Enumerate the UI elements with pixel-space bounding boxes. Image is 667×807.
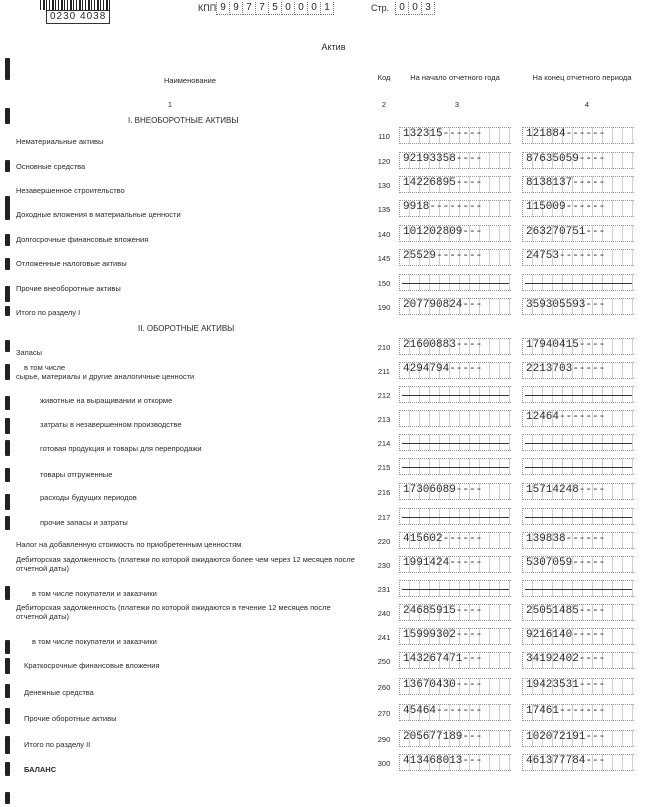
col-end-header: На конец отчетного периода bbox=[532, 73, 632, 82]
kpp-digit: 7 bbox=[243, 2, 256, 15]
scan-mark bbox=[5, 364, 10, 380]
row-211-label: сырье, материалы и другие аналогичные ценности bbox=[16, 372, 195, 381]
row-216-label: расходы будущих периодов bbox=[40, 493, 137, 502]
page-digit: 0 bbox=[395, 2, 409, 15]
row-215-label: товары отгруженные bbox=[40, 470, 113, 479]
row-250-start-value: 143267471--- bbox=[399, 652, 511, 669]
row-150-code: 150 bbox=[377, 279, 391, 288]
row-210-label: Запасы bbox=[16, 348, 43, 357]
page-cells bbox=[395, 2, 435, 15]
scan-mark bbox=[5, 494, 10, 510]
row-150-start-value bbox=[399, 274, 511, 291]
scan-mark bbox=[5, 58, 10, 80]
row-212-start-value bbox=[399, 386, 511, 403]
scan-mark bbox=[5, 440, 10, 456]
row-290-start-value: 205677189--- bbox=[399, 730, 511, 747]
kpp-cells bbox=[216, 2, 334, 15]
row-220-label: Налог на добавленную стоимость по приобретенным ценностям bbox=[16, 540, 242, 549]
row-231-label: в том числе покупатели и заказчики bbox=[32, 589, 157, 598]
row-260-start-value: 13670430---- bbox=[399, 678, 511, 695]
row-214-start-value bbox=[399, 434, 511, 451]
row-241-code: 241 bbox=[377, 633, 391, 642]
row-250-label: Краткосрочные финансовые вложения bbox=[24, 661, 160, 670]
scan-mark bbox=[5, 286, 10, 302]
row-120-end-value: 87635059---- bbox=[522, 152, 634, 169]
row-241-end-value: 9216140----- bbox=[522, 628, 634, 645]
col-code-number: 2 bbox=[381, 100, 387, 109]
row-216-code: 216 bbox=[377, 488, 391, 497]
row-270-code: 270 bbox=[377, 709, 391, 718]
row-216-end-value: 15714248---- bbox=[522, 483, 634, 500]
kpp-digit: 5 bbox=[269, 2, 282, 15]
row-140-start-value: 101202809--- bbox=[399, 225, 511, 242]
section-1-title: I. ВНЕОБОРОТНЫЕ АКТИВЫ bbox=[128, 116, 239, 125]
kpp-label: КПП bbox=[198, 3, 217, 13]
col-code-header: Код bbox=[377, 73, 391, 82]
row-130-label: Незавершенное строительство bbox=[16, 186, 125, 195]
section-2-title: II. ОБОРОТНЫЕ АКТИВЫ bbox=[138, 324, 235, 333]
kpp-digit: 1 bbox=[321, 2, 334, 15]
row-300-code: 300 bbox=[377, 759, 391, 768]
row-220-start-value: 415602------ bbox=[399, 532, 511, 549]
row-120-code: 120 bbox=[377, 157, 391, 166]
row-140-end-value: 263270751--- bbox=[522, 225, 634, 242]
row-145-start-value: 25529------- bbox=[399, 249, 511, 266]
row-270-label: Прочие оборотные активы bbox=[24, 714, 117, 723]
row-217-start-value bbox=[399, 508, 511, 525]
row-110-code: 110 bbox=[378, 132, 390, 141]
scan-mark bbox=[5, 516, 10, 530]
scan-mark bbox=[5, 586, 10, 600]
row-231-code: 231 bbox=[377, 585, 391, 594]
row-212-code: 212 bbox=[377, 391, 391, 400]
row-190-end-value: 359305593--- bbox=[522, 298, 634, 315]
row-300-start-value: 413468013--- bbox=[399, 754, 511, 771]
row-217-code: 217 bbox=[377, 513, 391, 522]
scan-mark bbox=[5, 708, 10, 724]
row-250-code: 250 bbox=[377, 657, 391, 666]
scan-mark bbox=[5, 792, 10, 804]
row-135-start-value: 9918-------- bbox=[399, 200, 511, 217]
row-220-end-value: 139838------ bbox=[522, 532, 634, 549]
row-211-code: 211 bbox=[378, 367, 390, 376]
row-217-label: прочие запасы и затраты bbox=[40, 518, 128, 527]
row-231-start-value bbox=[399, 580, 511, 597]
scan-mark bbox=[5, 736, 10, 754]
row-140-code: 140 bbox=[377, 230, 391, 239]
row-210-start-value: 21600883---- bbox=[399, 338, 511, 355]
row-270-end-value: 17461------- bbox=[522, 704, 634, 721]
scan-mark bbox=[5, 468, 10, 482]
col-end-number: 4 bbox=[584, 100, 590, 109]
row-150-label: Прочие внеоборотные активы bbox=[16, 284, 121, 293]
row-240-label: Дебиторская задолженность (платежи по которой ожидаются в течение 12 месяцев после отчетной даты) bbox=[16, 603, 331, 621]
barcode-number: 0230 4038 bbox=[46, 10, 110, 24]
row-190-start-value: 207790824--- bbox=[399, 298, 511, 315]
col-start-header: На начало отчетного года bbox=[410, 73, 500, 82]
row-190-label: Итого по разделу I bbox=[16, 308, 81, 317]
scan-mark bbox=[5, 234, 10, 246]
row-217-end-value bbox=[522, 508, 634, 525]
row-130-end-value: 8138137----- bbox=[522, 176, 634, 193]
row-212-end-value bbox=[522, 386, 634, 403]
row-230-code: 230 bbox=[377, 561, 391, 570]
scan-mark bbox=[5, 396, 10, 410]
row-130-start-value: 14226895---- bbox=[399, 176, 511, 193]
kpp-digit: 9 bbox=[216, 2, 230, 15]
row-145-end-value: 24753------- bbox=[522, 249, 634, 266]
kpp-digit: 7 bbox=[256, 2, 269, 15]
row-260-label: Денежные средства bbox=[24, 688, 94, 697]
row-135-label: Доходные вложения в материальные ценности bbox=[16, 210, 181, 219]
row-213-end-value: 12464------- bbox=[522, 410, 634, 427]
row-300-label: БАЛАНС bbox=[24, 765, 57, 774]
col-start-number: 3 bbox=[454, 100, 460, 109]
row-260-end-value: 19423531---- bbox=[522, 678, 634, 695]
row-260-code: 260 bbox=[377, 683, 391, 692]
page-digit: 3 bbox=[422, 2, 435, 15]
row-215-code: 215 bbox=[377, 463, 391, 472]
row-215-start-value bbox=[399, 458, 511, 475]
row-231-end-value bbox=[522, 580, 634, 597]
barcode bbox=[40, 0, 110, 10]
kpp-digit: 9 bbox=[230, 2, 243, 15]
row-145-code: 145 bbox=[377, 254, 391, 263]
page-label: Стр. bbox=[371, 3, 390, 13]
row-215-end-value bbox=[522, 458, 634, 475]
row-213-code: 213 bbox=[377, 415, 391, 424]
scan-mark bbox=[5, 306, 10, 316]
page-digit: 0 bbox=[409, 2, 422, 15]
row-212-label: животные на выращивании и откорме bbox=[40, 396, 173, 405]
row-130-code: 130 bbox=[377, 181, 391, 190]
col-name-number: 1 bbox=[167, 100, 173, 109]
row-120-label: Основные средства bbox=[16, 162, 86, 171]
scan-mark bbox=[5, 340, 10, 352]
kpp-digit: 0 bbox=[295, 2, 308, 15]
row-241-start-value: 15999302---- bbox=[399, 628, 511, 645]
row-240-end-value: 25051485---- bbox=[522, 604, 634, 621]
row-230-start-value: 1991424----- bbox=[399, 556, 511, 573]
row-110-start-value: 132315------ bbox=[399, 127, 511, 144]
row-213-label: затраты в незавершенном производстве bbox=[40, 420, 182, 429]
row-214-end-value bbox=[522, 434, 634, 451]
row-270-start-value: 45464------- bbox=[399, 704, 511, 721]
row-213-start-value bbox=[399, 410, 511, 427]
scan-mark bbox=[5, 108, 10, 124]
scan-mark bbox=[5, 160, 10, 172]
row-145-label: Отложенные налоговые активы bbox=[16, 259, 127, 268]
scan-mark bbox=[5, 418, 10, 434]
scan-mark bbox=[5, 658, 10, 674]
row-230-label: Дебиторская задолженность (платежи по которой ожидаются более чем через 12 месяцев после отчетной даты) bbox=[16, 555, 355, 573]
row-240-code: 240 bbox=[377, 609, 391, 618]
row-230-end-value: 5307059----- bbox=[522, 556, 634, 573]
row-150-end-value bbox=[522, 274, 634, 291]
kpp-digit: 0 bbox=[308, 2, 321, 15]
row-135-code: 135 bbox=[377, 205, 391, 214]
row-140-label: Долгосрочные финансовые вложения bbox=[16, 235, 149, 244]
row-240-start-value: 24685915---- bbox=[399, 604, 511, 621]
row-290-code: 290 bbox=[377, 735, 391, 744]
row-290-label: Итого по разделу II bbox=[24, 740, 91, 749]
row-210-code: 210 bbox=[377, 343, 391, 352]
scan-mark bbox=[5, 196, 10, 220]
row-250-end-value: 34192402---- bbox=[522, 652, 634, 669]
row-211-start-value: 4294794----- bbox=[399, 362, 511, 379]
row-214-code: 214 bbox=[377, 439, 391, 448]
scan-mark bbox=[5, 258, 10, 270]
col-name-header: Наименование bbox=[164, 76, 216, 85]
row-290-end-value: 102072191--- bbox=[522, 730, 634, 747]
scan-mark bbox=[5, 684, 10, 698]
row-110-end-value: 121884------ bbox=[522, 127, 634, 144]
row-110-label: Нематериальные активы bbox=[16, 137, 104, 146]
row-210-end-value: 17940415---- bbox=[522, 338, 634, 355]
row-220-code: 220 bbox=[377, 537, 391, 546]
row-190-code: 190 bbox=[377, 303, 391, 312]
row-211-end-value: 2213703----- bbox=[522, 362, 634, 379]
row-216-start-value: 17306089---- bbox=[399, 483, 511, 500]
kpp-digit: 0 bbox=[282, 2, 295, 15]
scan-mark bbox=[5, 762, 10, 776]
row-300-end-value: 461377784--- bbox=[522, 754, 634, 771]
row-241-label: в том числе покупатели и заказчики bbox=[32, 637, 157, 646]
row-135-end-value: 115009------ bbox=[522, 200, 634, 217]
page-title: Актив bbox=[321, 42, 346, 52]
row-214-label: готовая продукция и товары для перепродажи bbox=[40, 444, 202, 453]
row-211-prefix: в том числе bbox=[24, 363, 66, 372]
scan-mark bbox=[5, 640, 10, 654]
row-120-start-value: 92193358---- bbox=[399, 152, 511, 169]
